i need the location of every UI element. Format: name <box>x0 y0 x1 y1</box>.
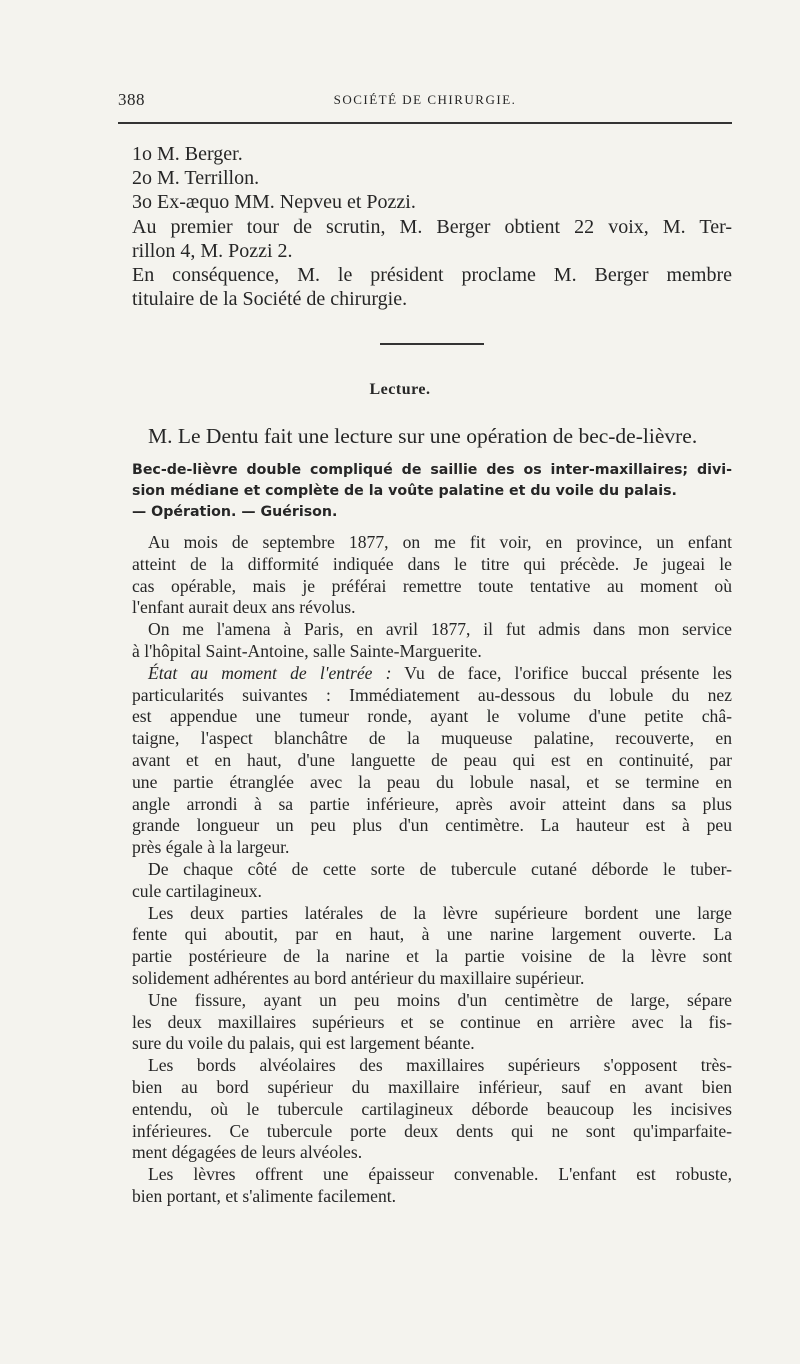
body-line: particularités suivantes : Immédiatement au-dessous du lobule du nez <box>132 684 732 705</box>
body-line: Une fissure, ayant un peu moins d'un centimètre de large, sépare <box>148 989 732 1010</box>
body-line: taigne, l'aspect blanchâtre de la muqueuse palatine, recouverte, en <box>132 728 732 749</box>
article-body <box>132 532 732 1208</box>
body-line: Les bords alvéolaires des maxillaires supérieurs s'opposent très- <box>148 1055 732 1076</box>
body-line: sure du voile du palais, qui est largement béante. <box>132 1033 475 1054</box>
body-line: près égale à la largeur. <box>132 837 290 858</box>
body-line: avant et en haut, d'une languette de peau qui est en continuité, par <box>132 749 732 770</box>
body-line: une partie étranglée avec la peau du lobule nasal, et se termine en <box>132 771 732 792</box>
lecture-announcement: M. Le Dentu fait une lecture sur une opération de bec-de-lièvre. <box>148 424 698 448</box>
body-line: fente qui aboutit, par en haut, à une narine largement ouverte. La <box>132 924 732 945</box>
vote-line: 1o M. Berger. <box>132 143 243 165</box>
vote-results <box>132 142 732 311</box>
body-line-rest: Vu de face, l'orifice buccal présente les <box>404 662 732 683</box>
body-line: à l'hôpital Saint-Antoine, salle Sainte-Marguerite. <box>132 640 482 661</box>
body-line: les deux maxillaires supérieurs et se continue en arrière avec la fis- <box>132 1011 732 1032</box>
article-title-line: — Opération. — Guérison. <box>132 504 338 520</box>
page-header <box>118 90 732 114</box>
body-line: est appendue une tumeur ronde, ayant le volume d'une petite châ- <box>132 706 732 727</box>
vote-line: titulaire de la Société de chirurgie. <box>132 288 408 311</box>
body-line: angle arrondi à sa partie inférieure, après avoir atteint dans sa plus <box>132 793 732 814</box>
vote-line: 3o Ex-æquo MM. Nepveu et Pozzi. <box>132 191 416 214</box>
running-head: SOCIÉTÉ DE CHIRURGIE. <box>333 92 517 107</box>
body-line: ment dégagées de leurs alvéoles. <box>132 1142 363 1163</box>
vote-line: rillon 4, M. Pozzi 2. <box>132 239 293 262</box>
page-number: 388 <box>118 90 145 109</box>
header-rule <box>118 122 732 124</box>
article-title <box>132 460 732 523</box>
body-line: inférieures. Ce tubercule porte deux dents qui ne sont qu'imparfaite- <box>132 1120 732 1141</box>
article-title-line: sion médiane et complète de la voûte palatine et du voile du palais. <box>132 483 677 499</box>
body-line: cas opérable, mais je préférai remettre toute tentative au moment où <box>132 575 732 596</box>
body-line: On me l'amena à Paris, en avril 1877, il fut admis dans mon service <box>148 619 732 640</box>
body-line: grande longueur un peu plus d'un centimètre. La hauteur est à peu <box>132 815 732 836</box>
body-line: bien portant, et s'alimente facilement. <box>132 1185 397 1206</box>
section-title: Lecture. <box>369 381 431 398</box>
body-line: Les lèvres offrent une épaisseur convenable. L'enfant est robuste, <box>148 1164 732 1185</box>
body-line: Les deux parties latérales de la lèvre supérieure bordent une large <box>148 902 732 923</box>
body-line: De chaque côté de cette sorte de tubercule cutané déborde le tuber- <box>148 858 732 879</box>
body-line: atteint de la difformité indiquée dans le titre qui précède. Je jugeai le <box>132 553 732 574</box>
body-line: l'enfant aurait deux ans révolus. <box>132 597 356 618</box>
section-separator <box>380 343 484 345</box>
vote-line: Au premier tour de scrutin, M. Berger obtient 22 voix, M. Ter- <box>132 215 732 238</box>
vote-line: 2o M. Terrillon. <box>132 167 260 190</box>
body-line: partie postérieure de la narine et la partie voisine de la lèvre sont <box>132 946 732 967</box>
italic-lead: État au moment de l'entrée : <box>148 662 392 683</box>
body-line: entendu, où le tubercule cartilagineux déborde beaucoup les incisives <box>132 1098 732 1119</box>
body-line <box>132 663 732 685</box>
body-line: cule cartilagineux. <box>132 880 262 901</box>
body-line: Au mois de septembre 1877, on me fit voir, en province, un enfant <box>148 532 732 552</box>
article-title-line: Bec-de-lièvre double compliqué de saillie des os inter-maxillaires; divi- <box>132 462 732 478</box>
body-line: solidement adhérentes au bord antérieur du maxillaire supérieur. <box>132 967 585 988</box>
body-line: bien au bord supérieur du maxillaire inférieur, sauf en avant bien <box>132 1076 732 1097</box>
vote-line: En conséquence, M. le président proclame M. Berger membre <box>132 264 732 287</box>
